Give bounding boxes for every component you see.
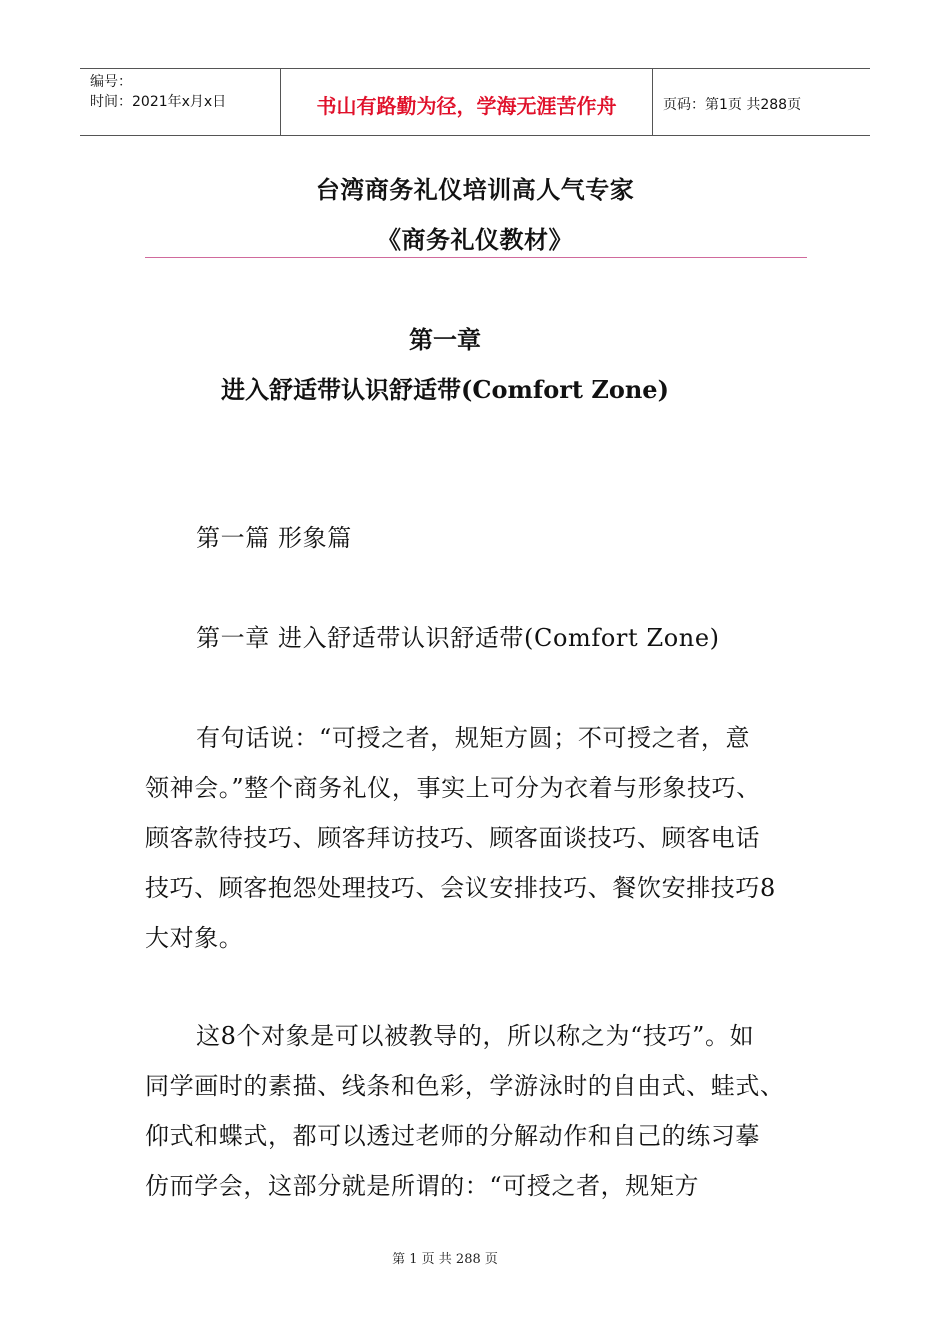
paragraph-line: 领神会。”整个商务礼仪，事实上可分为衣着与形象技巧、 — [145, 774, 761, 802]
paragraph-line: 顾客款待技巧、顾客拜访技巧、顾客面谈技巧、顾客电话 — [145, 824, 760, 852]
page-code: 页码：第1页 共288页 — [663, 97, 802, 113]
title-divider — [145, 257, 807, 258]
document-header-table — [80, 68, 870, 136]
paragraph-line: 仰式和蝶式，都可以透过老师的分解动作和自己的练习摹 — [145, 1122, 760, 1150]
paragraph-line: 仿而学会，这部分就是所谓的：“可授之者，规矩方 — [145, 1172, 700, 1200]
document-subtitle: 《商务礼仪教材》 — [377, 225, 573, 254]
number-label: 编号： — [90, 74, 132, 90]
part-heading: 第一篇 形象篇 — [196, 524, 352, 552]
page-footer: 第 1 页 共 288 页 — [392, 1252, 498, 1267]
chapter-title: 进入舒适带认识舒适带(Comfort Zone) — [221, 375, 669, 404]
chapter-heading: 第一章 进入舒适带认识舒适带(Comfort Zone) — [196, 624, 720, 652]
header-meta-cell — [80, 69, 281, 135]
paragraph-line: 这8个对象是可以被教导的，所以称之为“技巧”。如 — [196, 1022, 755, 1050]
date-label: 时间：2021年x月x日 — [90, 94, 227, 110]
paragraph-line: 技巧、顾客抱怨处理技巧、会议安排技巧、餐饮安排技巧8 — [145, 874, 776, 902]
motto: 书山有路勤为径，学海无涯苦作舟 — [281, 69, 653, 135]
paragraph-line: 同学画时的素描、线条和色彩，学游泳时的自由式、蛙式、 — [145, 1072, 785, 1100]
paragraph-line: 有句话说：“可授之者，规矩方圆；不可授之者，意 — [196, 724, 751, 752]
document-title: 台湾商务礼仪培训高人气专家 — [315, 175, 635, 204]
paragraph-line: 大对象。 — [145, 924, 244, 952]
chapter-number: 第一章 — [409, 325, 481, 354]
